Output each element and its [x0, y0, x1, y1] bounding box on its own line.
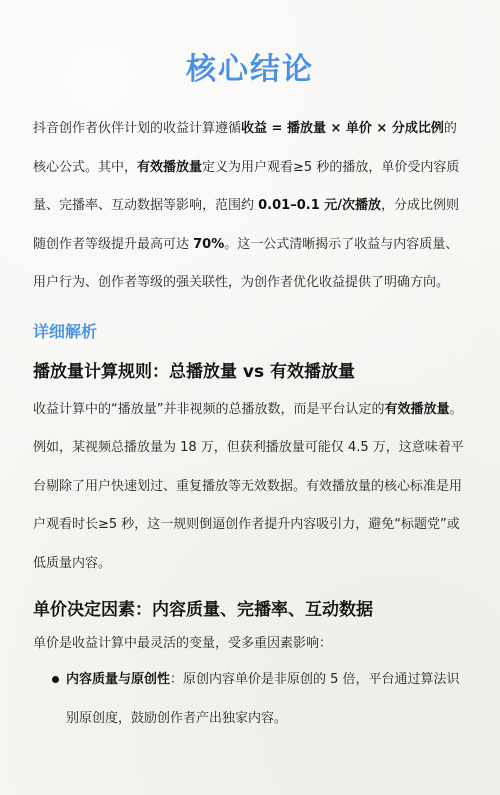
section1-text-1: 收益计算中的“播放量”并非视频的总播放数，而是平台认定的 — [33, 401, 385, 417]
section1-effective-plays: 有效播放量 — [384, 401, 450, 417]
intro-text-3: 定义为用户观看≥5 秒的播放，单价受内容质量、完播率、互动数据等影响，范围约 — [33, 159, 460, 213]
section2-bullet-list — [33, 661, 467, 738]
section1-heading: 播放量计算规则：总播放量 vs 有效播放量 — [33, 361, 356, 382]
intro-text-4: ，分成比例则随创作者等级提升最高可达 — [33, 198, 460, 252]
intro-text-1: 抖音创作者伙伴计划的收益计算遵循 — [33, 121, 242, 136]
effective-plays-term: 有效播放量 — [137, 159, 203, 175]
revenue-formula: 收益 = 播放量 × 单价 × 分成比例 — [241, 121, 444, 136]
page-title: 核心结论 — [186, 52, 314, 87]
bullet-dot-icon — [52, 676, 59, 683]
section1-text-2: 。例如，某视频总播放量为 18 万，但获利播放量可能仅 4.5 万，这意味着平台剔除了用户快速划过、重复播放等无效数据。有效播放量的核心标准是用户观看时长≥5 秒，这一规则倒逼创作者提升内容吸引力，避免“标题党”或低质量内容。 — [33, 401, 464, 571]
intro-text-2: 的核心公式。其中， — [33, 121, 457, 175]
section2-intro: 单价是收益计算中最灵活的变量，受多重因素影响： — [33, 636, 333, 651]
intro-paragraph — [33, 110, 467, 303]
section2-heading: 单价决定因素：内容质量、完播率、互动数据 — [33, 600, 373, 620]
detail-heading: 详细解析 — [33, 321, 98, 341]
bullet-label: 内容质量与原创性 — [66, 672, 171, 687]
section1-paragraph — [33, 391, 467, 584]
max-share: 70% — [193, 236, 225, 252]
price-range: 0.01–0.1 元/次播放 — [258, 198, 382, 213]
list-item — [52, 661, 467, 738]
bullet-text: ：原创内容单价是非原创的 5 倍，平台通过算法识别原创度，鼓励创作者产出独家内容。 — [66, 672, 460, 726]
intro-text-5: 。这一公式清晰揭示了收益与内容质量、用户行为、创作者等级的强关联性，为创作者优化收益提供了明确方向。 — [33, 236, 459, 290]
